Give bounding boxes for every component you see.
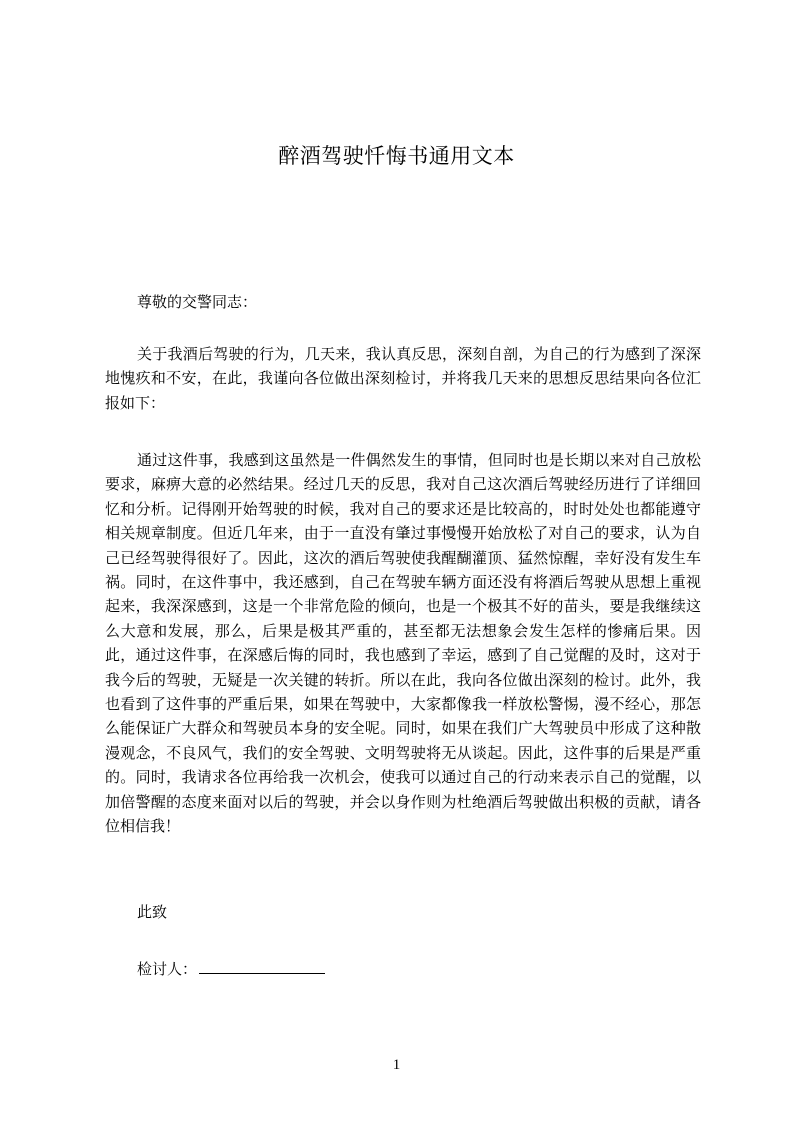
paragraph-intro: 关于我酒后驾驶的行为，几天来，我认真反思，深刻自剖，为自己的行为感到了深深地愧疚和不安，在此，我谨向各位做出深刻检讨，并将我几天来的思想反思结果向各位汇报如下： <box>105 345 701 412</box>
signer-label: 检讨人： <box>137 960 198 978</box>
signer-line <box>137 957 325 981</box>
salutation: 尊敬的交警同志： <box>137 293 258 311</box>
signature-blank <box>199 959 325 974</box>
paragraph-body: 通过这件事，我感到这虽然是一件偶然发生的事情，但同时也是长期以来对自己放松要求，麻痹大意的必然结果。经过几天的反思，我对自己这次酒后驾驶经历进行了详细回忆和分析。记得刚开始驾驶的时候，我对自己的要求还是比较高的，时时处处也都能遵守相关规章制度。但近几年来，由于一直没有肇过事慢慢开始放松了对自己的要求，认为自己已经驾驶得很好了。因此，这次的酒后驾驶使我醒醐灌顶、猛然惊醒，幸好没有发生车祸。同时，在这件事中，我还感到，自己在驾驶车辆方面还没有将酒后驾驶从思想上重视起来，我深深感到，这是一个非常危险的倾向，也是一个极其不好的苗头，要是我继续这么大意和发展，那么，后果是极其严重的，甚至都无法想象会发生怎样的惨痛后果。因此，通过这件事，在深感后悔的同时，我也感到了幸运，感到了自己觉醒的及时，这对于我今后的驾驶，无疑是一次关键的转折。所以在此，我向各位做出深刻的检讨。此外，我也看到了这件事的严重后果，如果在驾驶中，大家都像我一样放松警惕，漫不经心，那怎么能保证广大群众和驾驶员本身的安全呢。同时，如果在我们广大驾驶员中形成了这种散漫观念，不良风气，我们的安全驾驶、文明驾驶将无从谈起。因此，这件事的后果是严重的。同时，我请求各位再给我一次机会，使我可以通过自己的行动来表示自己的觉醒，以加倍警醒的态度来面对以后的驾驶，并会以身作则为杜绝酒后驾驶做出积极的贡献，请各位相信我！ <box>105 451 701 836</box>
page-number: 1 <box>392 1057 401 1073</box>
document-title: 醉酒驾驶忏悔书通用文本 <box>278 144 515 168</box>
closing-text: 此致 <box>137 903 168 921</box>
